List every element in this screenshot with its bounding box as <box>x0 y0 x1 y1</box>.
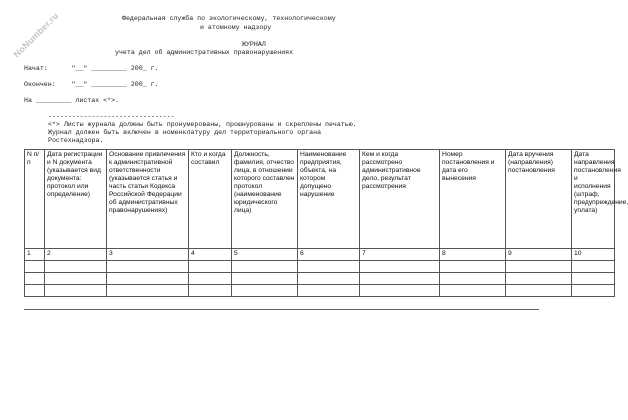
header-reviewed-by: Кем и когда рассмотрено административное дело, результат рассмотрения <box>360 150 440 249</box>
table-cell <box>506 285 572 297</box>
header-delivery-date: Дата вручения (направления) постановления <box>506 150 572 249</box>
table-cell <box>572 285 615 297</box>
table-cell <box>360 261 440 273</box>
table-cell <box>440 285 506 297</box>
table-cell <box>506 261 572 273</box>
organization-line-2: и атомному надзору <box>200 24 272 31</box>
table-cell <box>572 261 615 273</box>
table-row <box>25 285 615 297</box>
bottom-rule <box>24 309 539 310</box>
table-cell <box>189 261 232 273</box>
organization-line-1: Федеральная служба по экологическому, технологическому <box>122 15 336 22</box>
header-number: N п/п <box>25 150 45 249</box>
header-execution: Дата направления постановления и исполнения (штраф, предупреждение, уплата) <box>572 150 615 249</box>
header-legal-basis: Основание привлечения к административной ответственности (указывается статья и часть статьи Кодекса Российской Федерации об административных правонарушениях) <box>107 150 189 249</box>
table-cell <box>189 273 232 285</box>
column-number-row <box>25 249 615 261</box>
journal-title: ЖУРНАЛ <box>242 41 266 48</box>
header-person: Должность, фамилия, отчество лица, в отношении которого составлен протокол (наименование юридического лица) <box>232 150 298 249</box>
table-cell <box>232 273 298 285</box>
column-number: 3 <box>107 249 189 261</box>
table-cell <box>298 261 360 273</box>
table-cell <box>25 273 45 285</box>
table-cell <box>298 285 360 297</box>
column-number: 6 <box>298 249 360 261</box>
table-cell <box>440 273 506 285</box>
column-number: 9 <box>506 249 572 261</box>
footnote-separator: -------------------------------- <box>48 113 175 120</box>
sheet-count-line: На _________ листах <*>. <box>24 97 119 104</box>
table-row <box>25 261 615 273</box>
started-date-line: Начат: "__" _________ 200_ г. <box>24 65 159 72</box>
table-cell <box>232 285 298 297</box>
table-cell <box>232 261 298 273</box>
table-cell <box>45 273 107 285</box>
table-cell <box>360 285 440 297</box>
table-cell <box>189 285 232 297</box>
column-number: 10 <box>572 249 615 261</box>
footnote-text: <*> Листы журнала должны быть пронумерованы, прошнурованы и скреплены печатью. Журнал должен быть включен в номенклатуру дел территориального органа Ростехнадзора. <box>48 121 357 144</box>
table-cell <box>45 285 107 297</box>
column-number: 4 <box>189 249 232 261</box>
table-cell <box>107 273 189 285</box>
header-resolution-number: Номер постановления и дата его вынесения <box>440 150 506 249</box>
table-cell <box>360 273 440 285</box>
table-row <box>25 273 615 285</box>
table-cell <box>25 285 45 297</box>
table-cell <box>572 273 615 285</box>
ended-date-line: Окончен: "__" _________ 200_ г. <box>24 81 159 88</box>
header-enterprise: Наименование предприятия, объекта, на котором допущено нарушение <box>298 150 360 249</box>
register-table <box>24 149 628 297</box>
table-cell <box>25 261 45 273</box>
watermark: NoNumber.ru <box>11 10 61 60</box>
table-header-row <box>25 150 615 249</box>
journal-subtitle: учета дел об административных правонарушениях <box>115 49 294 56</box>
table-cell <box>440 261 506 273</box>
table-cell <box>298 273 360 285</box>
column-number: 5 <box>232 249 298 261</box>
column-number: 1 <box>25 249 45 261</box>
table-cell <box>45 261 107 273</box>
table-cell <box>107 261 189 273</box>
header-compiled-by: Кто и когда составил <box>189 150 232 249</box>
column-number: 8 <box>440 249 506 261</box>
column-number: 7 <box>360 249 440 261</box>
table-cell <box>506 273 572 285</box>
table-cell <box>107 285 189 297</box>
header-registration-date: Дата регистрации и N документа (указывается вид документа: протокол или определение) <box>45 150 107 249</box>
column-number: 2 <box>45 249 107 261</box>
